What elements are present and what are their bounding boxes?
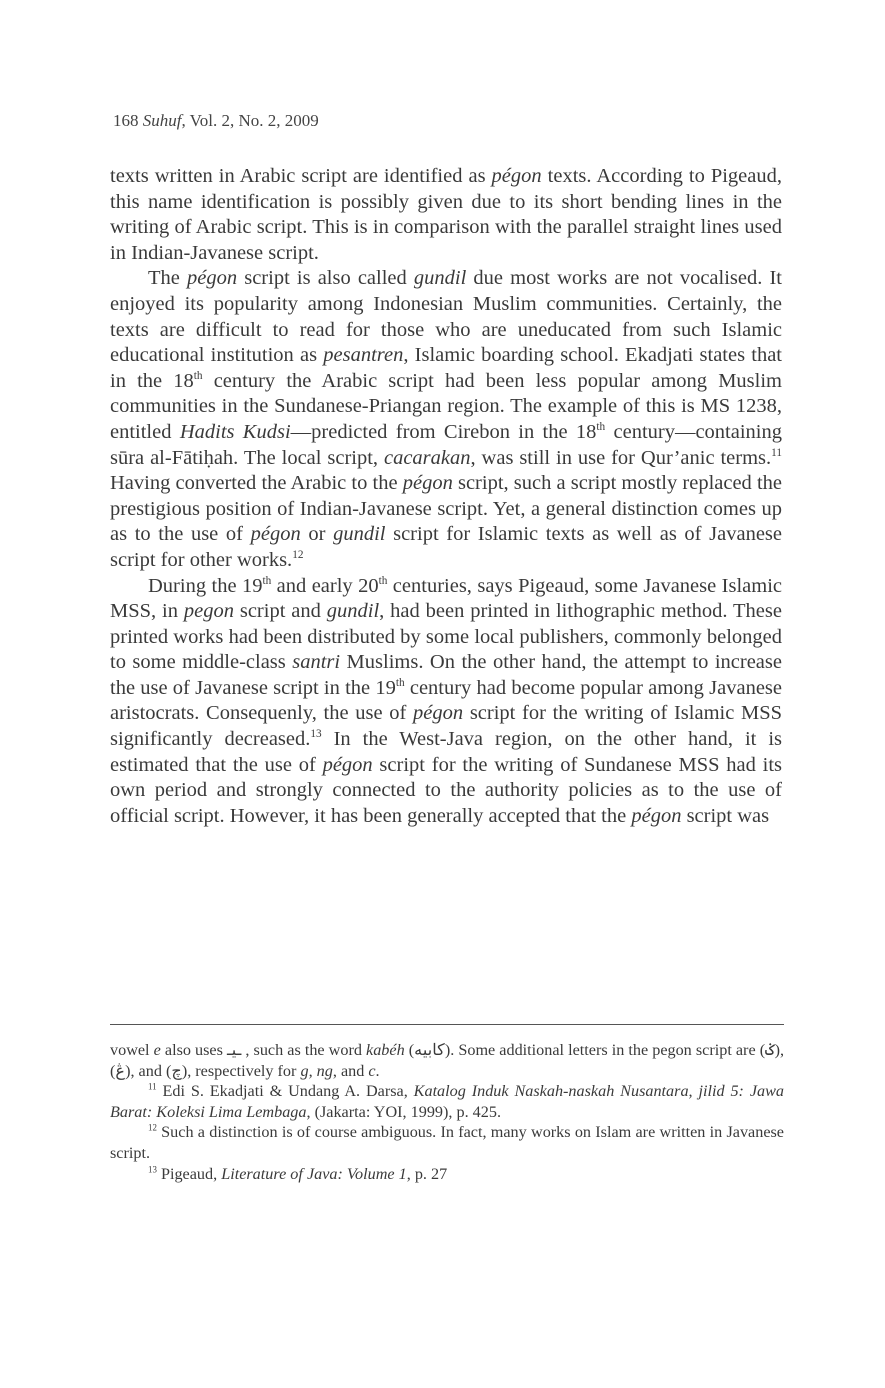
text-run: and early 20 — [271, 574, 379, 597]
italic-text: Katalog Induk Naskah-naskah Nusantara, jilid 5: Jawa Barat: Koleksi Lima Lembaga — [110, 1082, 785, 1121]
footnote — [110, 1122, 784, 1163]
text-run: century had become popular among Javanese aristocrats. Consequenly, the use of — [110, 676, 783, 725]
italic-text: pégon — [413, 702, 464, 725]
text-run: —predicted from Cirebon in the 18 — [290, 420, 597, 443]
text-run: texts written in Arabic script are identified as — [110, 165, 492, 187]
running-head — [113, 111, 319, 131]
superscript: th — [378, 574, 388, 587]
italic-text: pégon — [187, 267, 238, 290]
text-run: , (Jakarta: YOI, 1999), p. 425. — [306, 1102, 502, 1121]
text-run: script, such a script mostly replaced the prestigious position of Indian-Javanese script. Yet, a general distinction comes up as to the use of — [110, 472, 782, 546]
main-text — [110, 164, 782, 829]
text-run: , was still in use for Qur’anic terms. — [470, 446, 772, 469]
footnote — [110, 1040, 784, 1081]
text-run: , had been printed in lithographic method. These printed works had been distributed by some local publishers, commonly belonged to some middle-class — [110, 600, 782, 674]
footnote — [110, 1164, 784, 1185]
journal-issue: , Vol. 2, No. 2, 2009 — [181, 111, 319, 130]
text-run: Muslims. On the other hand, the attempt to increase the use of Javanese script in the 19 — [110, 651, 782, 699]
text-run: Such a distinction is of course ambiguous. In fact, many works on Islam are written in Javanese script. — [110, 1123, 784, 1162]
superscript: 13 — [148, 1164, 157, 1175]
text-run: . — [375, 1061, 380, 1080]
italic-text: pégon — [491, 165, 542, 187]
text-run: , p. 27 — [406, 1164, 448, 1183]
superscript: 13 — [310, 728, 322, 741]
superscript: th — [395, 677, 405, 690]
italic-text: pegon — [183, 600, 234, 623]
text-run: In the West-Java region, on the other hand, it is estimated that the use of — [110, 728, 782, 776]
text-run: script for the writing of Sundanese MSS had its own period and strongly connected to the authority policies as to the use of official script. However, it has been generally accepted that the — [110, 753, 782, 827]
text-run: Edi S. Ekadjati & Undang A. Darsa, — [156, 1082, 414, 1101]
text-run: also uses ـيـ , such as the word — [160, 1041, 367, 1059]
page-number: 168 — [113, 111, 139, 130]
footnote — [110, 1081, 784, 1122]
journal-title: Suhuf — [142, 111, 182, 130]
superscript: 12 — [292, 549, 304, 562]
footnotes — [110, 1040, 784, 1184]
text-run: Having converted the Arabic to the — [110, 472, 403, 495]
superscript: th — [193, 369, 203, 382]
text-run: script and — [233, 600, 327, 623]
italic-text: gundil — [326, 600, 380, 623]
text-run: Pigeaud, — [156, 1164, 222, 1183]
text-run: or — [300, 523, 334, 546]
italic-text: kabéh — [366, 1041, 405, 1059]
italic-text: santri — [292, 651, 341, 674]
text-run: script was — [681, 804, 770, 827]
text-run: century—containing sūra al-Fātiḥah. The local script, — [110, 420, 782, 469]
italic-text: g, ng — [300, 1061, 333, 1080]
superscript: th — [262, 574, 272, 587]
paragraph — [110, 574, 782, 830]
italic-text: Hadits Kudsi — [179, 420, 291, 443]
superscript: 12 — [148, 1122, 157, 1133]
italic-text: pégon — [631, 804, 682, 827]
italic-text: c — [368, 1061, 376, 1080]
superscript: 11 — [148, 1081, 157, 1092]
text-run: , Islamic boarding school. Ekadjati states that in the 18 — [110, 344, 782, 392]
text-run: century the Arabic script had been less popular among Muslim communities in the Sundanese-Priangan region. The example of this is MS 1238, entitled — [110, 369, 782, 443]
text-run: centuries, says Pigeaud, some Javanese Islamic MSS, in — [110, 574, 782, 623]
footnote-rule — [110, 1024, 784, 1025]
italic-text: gundil — [333, 523, 386, 546]
text-run: due most works are not vocalised. It enjoyed its popularity among Indonesian Muslim communities. Certainly, the texts are difficult to read for those who are uneducated from such Islamic educational institution as — [110, 267, 782, 367]
text-run: During the 19 — [148, 574, 263, 597]
text-run: vowel — [110, 1041, 154, 1059]
text-run: texts. According to Pigeaud, this name identification is possibly given due to its short bending lines in the writing of Arabic script. This is in comparison with the parallel straight lines used in Indian-Javanese script. — [110, 165, 782, 264]
italic-text: pégon — [250, 523, 301, 546]
italic-text: gundil — [413, 267, 467, 290]
text-run: , and — [332, 1061, 369, 1080]
text-run: (کابيه). Some additional letters in the pegon script are (ݢ), (ڠ), and (چ), respectively for — [110, 1041, 785, 1080]
text-run: script for the writing of Islamic MSS significantly decreased. — [110, 702, 783, 751]
paragraph — [110, 164, 782, 266]
italic-text: cacarakan — [383, 446, 471, 469]
italic-text: pégon — [402, 472, 453, 495]
paragraph — [110, 266, 782, 573]
superscript: th — [596, 421, 606, 434]
superscript: 11 — [771, 446, 782, 459]
text-run: script is also called — [237, 267, 414, 290]
italic-text: pesantren — [323, 344, 404, 367]
italic-text: Literature of Java: Volume 1 — [221, 1164, 407, 1183]
italic-text: e — [153, 1041, 161, 1059]
text-run: script for Islamic texts as well as of Javanese script for other works. — [110, 523, 782, 571]
text-run: The — [148, 267, 187, 290]
italic-text: pégon — [322, 753, 373, 776]
